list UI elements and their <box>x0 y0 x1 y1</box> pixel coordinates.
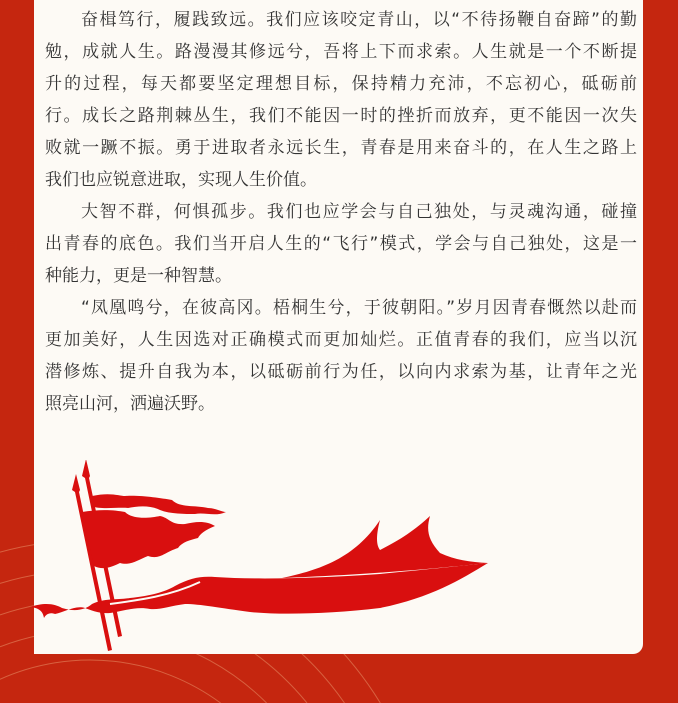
paragraph-line: 出青春的底色。我们当开启人生的“飞行”模式，学会与自己独处，这是一 <box>45 234 637 254</box>
paragraph-line: 升的过程，每天都要坚定理想目标，保持精力充沛，不忘初心，砥砺前 <box>45 74 637 94</box>
paragraph-line: 潜修炼、提升自我为本，以砥砺前行为任，以向内求索为基，让青年之光 <box>45 362 637 382</box>
paragraph-line: 行。成长之路荆棘丛生，我们不能因一时的挫折而放弃，更不能因一次失 <box>45 106 637 126</box>
paragraph-line: 种能力，更是一种智慧。 <box>45 266 232 286</box>
paragraph-line: 奋楫笃行，履践致远。我们应该咬定青山，以“不待扬鞭自奋蹄”的勤 <box>81 10 637 30</box>
paragraph-line: 我们也应锐意进取，实现人生价值。 <box>45 170 317 190</box>
red-flag-illustration <box>0 460 678 703</box>
paragraph-line: 更加美好，人生因选对正确模式而更加灿烂。正值青春的我们，应当以沉 <box>45 330 637 350</box>
paragraph-line: 大智不群，何惧孤步。我们也应学会与自己独处，与灵魂沟通，碰撞 <box>81 202 637 222</box>
paragraph-line: “凤凰鸣兮，在彼高冈。梧桐生兮，于彼朝阳。”岁月因青春慨然以赴而 <box>81 298 637 318</box>
flag-banner <box>82 510 215 568</box>
paragraph-line: 勉，成就人生。路漫漫其修远兮，吾将上下而求索。人生就是一个不断提 <box>45 42 637 62</box>
paragraph-line: 败就一蹶不振。勇于进取者永远长生，青春是用来奋斗的，在人生之路上 <box>45 138 637 158</box>
article-body <box>45 4 637 420</box>
paragraph-line: 照亮山河，洒遍沃野。 <box>45 394 215 414</box>
